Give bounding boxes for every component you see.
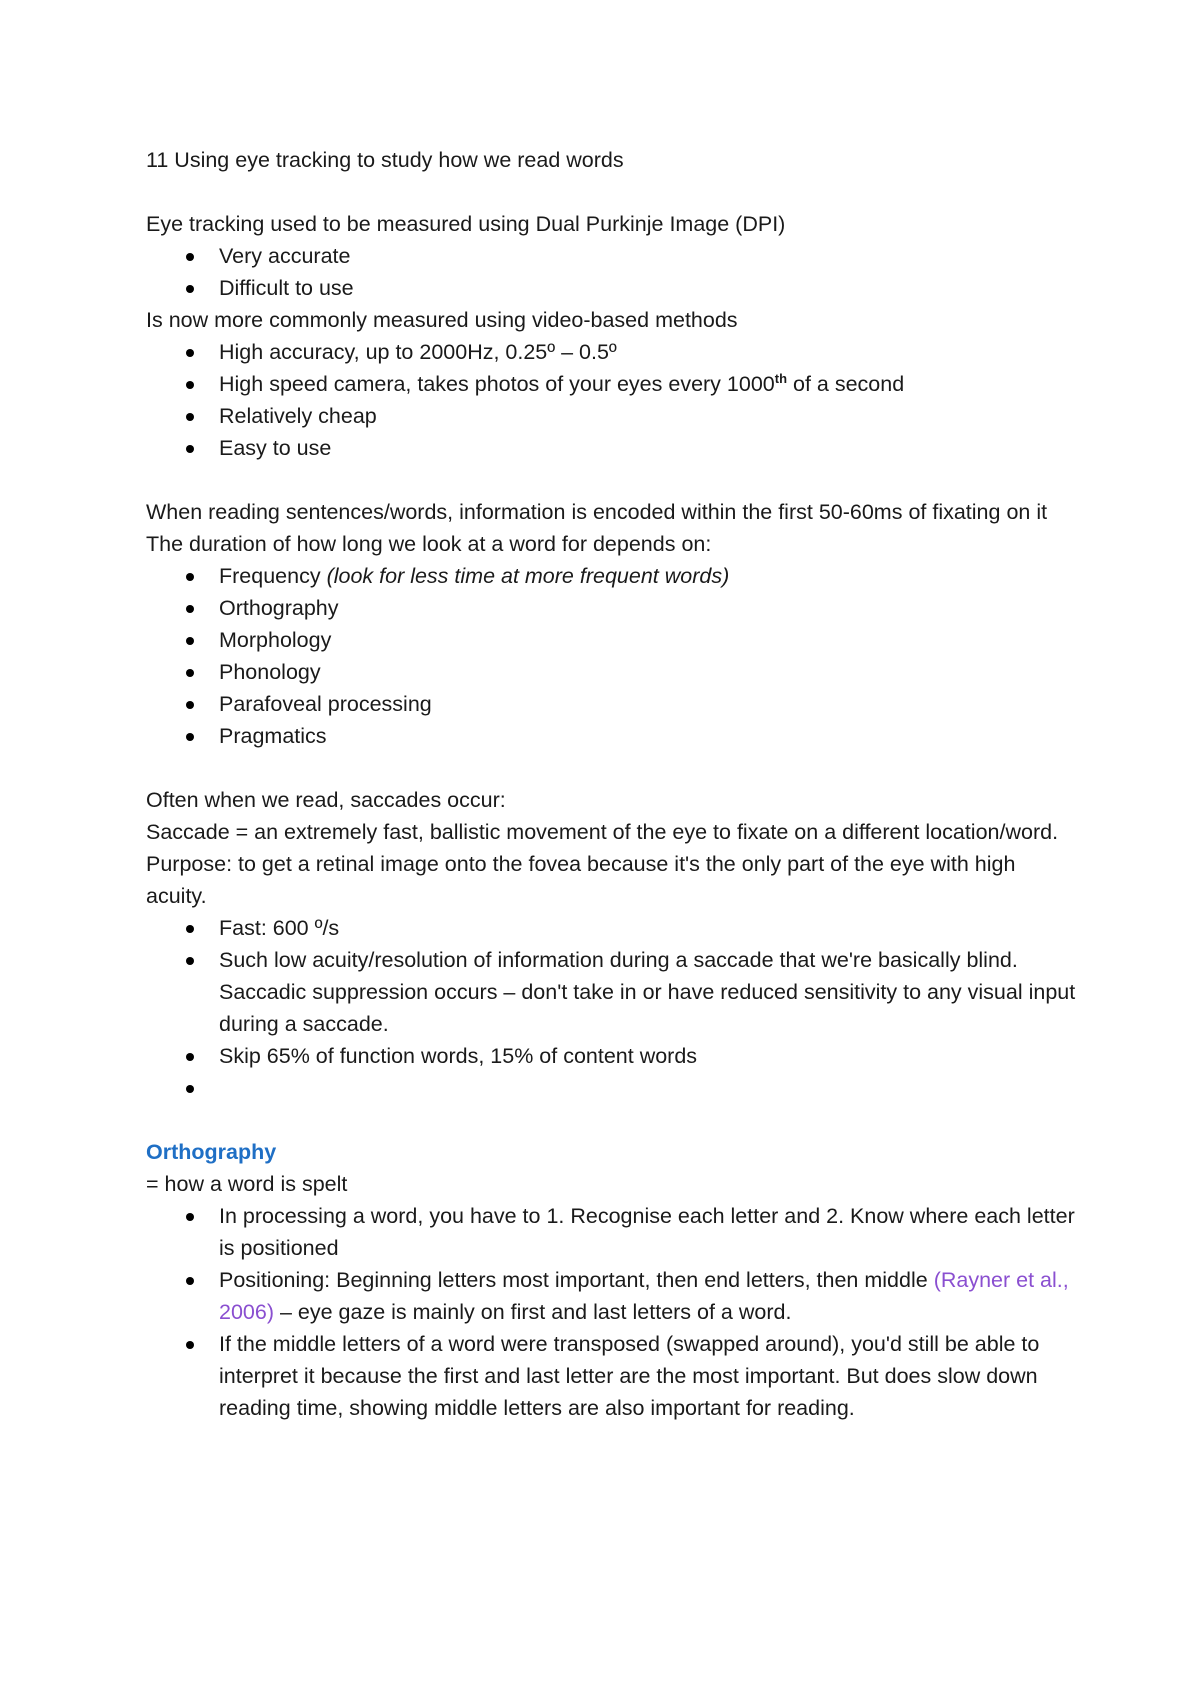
camera-text-end: of a second bbox=[787, 372, 905, 396]
spacer bbox=[146, 1104, 1076, 1136]
positioning-text: Positioning: Beginning letters most important, then end letters, then middle bbox=[219, 1268, 934, 1292]
saccade-purpose: Purpose: to get a retinal image onto the fovea because it's the only part of the eye with high acuity. bbox=[146, 852, 1016, 908]
list-item bbox=[146, 560, 1076, 592]
ordinal-suffix: th bbox=[774, 371, 788, 386]
list-item: Very accurate bbox=[146, 240, 1076, 272]
saccade-definition: Saccade = an extremely fast, ballistic movement of the eye to fixate on a different location/word. bbox=[146, 820, 1059, 844]
encoding-paragraph: When reading sentences/words, information is encoded within the first 50-60ms of fixating on it bbox=[146, 500, 1048, 524]
document-page bbox=[146, 144, 1076, 1424]
list-item: High accuracy, up to 2000Hz, 0.25º – 0.5º bbox=[146, 336, 1076, 368]
section-heading-orthography: Orthography bbox=[146, 1140, 277, 1164]
list-item: Morphology bbox=[146, 624, 1076, 656]
list-item: Skip 65% of function words, 15% of content words bbox=[146, 1040, 1076, 1072]
saccade-intro: Often when we read, saccades occur: bbox=[146, 788, 506, 812]
list-item bbox=[146, 1264, 1076, 1328]
camera-text: High speed camera, takes photos of your eyes every 1000 bbox=[219, 372, 775, 396]
list-item: Orthography bbox=[146, 592, 1076, 624]
saccade-list bbox=[146, 912, 1076, 1104]
dpi-list bbox=[146, 240, 1076, 304]
list-item: Difficult to use bbox=[146, 272, 1076, 304]
list-item: Phonology bbox=[146, 656, 1076, 688]
frequency-label: Frequency bbox=[219, 564, 327, 588]
citation: (Rayner et al., 2006) bbox=[219, 1268, 1069, 1324]
spacer bbox=[146, 464, 1076, 496]
orthography-definition: = how a word is spelt bbox=[146, 1172, 348, 1196]
spacer bbox=[146, 752, 1076, 784]
list-item: Pragmatics bbox=[146, 720, 1076, 752]
list-item: Parafoveal processing bbox=[146, 688, 1076, 720]
positioning-text-end: – eye gaze is mainly on first and last letters of a word. bbox=[274, 1300, 792, 1324]
list-item: Relatively cheap bbox=[146, 400, 1076, 432]
video-list bbox=[146, 336, 1076, 464]
list-item: If the middle letters of a word were transposed (swapped around), you'd still be able to interpret it because the first and last letter are the most important. But does slow down reading time, showing middle letters are also important for reading. bbox=[146, 1328, 1076, 1424]
frequency-note: (look for less time at more frequent words) bbox=[326, 564, 730, 588]
list-item bbox=[146, 368, 1076, 400]
list-item: Easy to use bbox=[146, 432, 1076, 464]
spacer bbox=[146, 176, 1076, 208]
list-item bbox=[146, 1072, 1076, 1104]
video-intro: Is now more commonly measured using video-based methods bbox=[146, 308, 738, 332]
list-item: In processing a word, you have to 1. Recognise each letter and 2. Know where each letter is positioned bbox=[146, 1200, 1076, 1264]
document-title: 11 Using eye tracking to study how we read words bbox=[146, 148, 624, 172]
duration-intro: The duration of how long we look at a word for depends on: bbox=[146, 532, 712, 556]
duration-list bbox=[146, 560, 1076, 752]
list-item: Such low acuity/resolution of information during a saccade that we're basically blind. Saccadic suppression occurs – don't take in or have reduced sensitivity to any visual input during a saccade. bbox=[146, 944, 1076, 1040]
dpi-intro: Eye tracking used to be measured using Dual Purkinje Image (DPI) bbox=[146, 212, 786, 236]
orthography-list bbox=[146, 1200, 1076, 1424]
list-item: Fast: 600 º/s bbox=[146, 912, 1076, 944]
